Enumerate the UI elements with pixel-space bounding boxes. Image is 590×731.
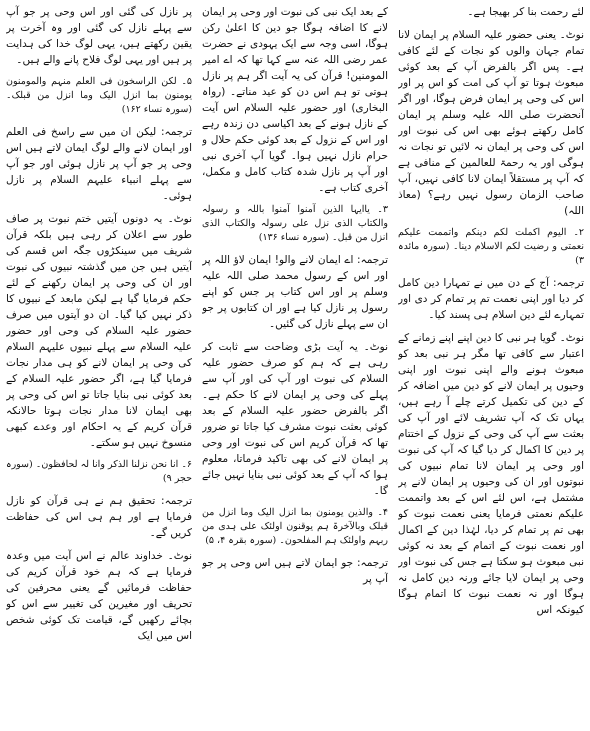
- paragraph: نوٹ۔ خداوند عالم نے اس آیت میں وعدہ فرمایا ہے کہ ہم خود قرآن کریم کی حفاظت فرمائیں گے یعنی محرفین کی تحریف اور مغیرین کی تغییر سے اس کو بچائے رکھیں گے، قیامت تک کوئی شخص اس میں ایک: [6, 550, 192, 642]
- paragraph: لئے رحمت بنا کر بھیجا ہے۔: [467, 6, 584, 18]
- paragraph: ترجمہ: آج کے دن میں نے تمہارا دین کامل کر دیا اور اپنی نعمت تم پر تمام کر دی اور تمہارے لئے دین اسلام ہی پسند کیا۔: [398, 277, 584, 321]
- paragraph: ترجمہ: اے ایمان لانے والو! ایمان لاؤ اللہ پر اور اس کے رسول محمد صلی اللہ علیہ وسلم پر اور اس کتاب پر جس کو اپنے رسول پر نازل کیا ہے اور ان کتابوں پر جو ان سے پہلے نازل کی گئیں۔: [202, 254, 388, 330]
- arabic-verse: ۴۔ والذین یومنون بما انزل الیک وما انزل من قبلک وبالآخرۃ ہم یوقنون اولئک علی ہدی من ربہم واولئک ہم المفلحون۔ (سورہ بقرہ ۴، ۵): [202, 507, 388, 546]
- paragraph: نوٹ۔ یعنی حضور علیہ السلام پر ایمان لانا تمام جہان والوں کو نجات کے لئے کافی ہے۔ پس اگر بالفرض آپ کے بعد کوئی مبعوث ہوتا تو آپ کی امت کو اس پر اور اس کی وحی پر ایمان فرض ہوگا، اور اگر آنحضرت صلی اللہ علیہ وسلم پر ایمان کامل رکھتے ہوئے بھی اس کی نبوت اور اس کی وحی پر ایمان نہ لائیں تو نجات نہ ہوگی اور یہ رحمۃ للعالمین کے منافی ہے کہ آپ پر مستقلاً ایمان لانا کافی نہیں، آپ صاحب الزمان رسول نہیں رہے؟ (معاذ اللہ): [398, 29, 584, 217]
- text-column-right: [398, 4, 584, 731]
- text-column-middle: [202, 4, 388, 731]
- arabic-verse: ۳۔ یاایہا الذین آمنوا آمنوا باللہ و رسولہ والکتاب الذی نزل علی رسولہ والکتاب الذی انزل من قبل۔ (سورہ نساء ۱۳۶): [202, 204, 388, 243]
- paragraph: نوٹ۔ یہ دونوں آیتیں ختم نبوت پر صاف طور سے اعلان کر رہی ہیں بلکہ قرآن شریف میں سینکڑوں جگہ اس قسم کی آیتیں ہیں جن میں گذشتہ نبیوں کی نبوت اور ان کی وحی پر ایمان رکھنے کے لئے حکم فرمایا گیا ہے لیکن مابعد کے نبیوں کا ذکر نہیں کیا گیا۔ ان دو آیتوں میں صرف حضور علیہ السلام کی وحی اور حضور علیہ السلام سے پہلے نبیوں علیہم السلام کی وحی پر ایمان لانے کو ہی مدار نجات فرمایا گیا ہے، اگر حضور علیہ السلام کے بعد کوئی نبی بنایا جاتا تو اس کی وحی پر بھی ایمان لانا مدار نجات ہوتا حالانکہ قرآن کریم کے یہ احکام اور وعدے کبھی منسوخ نہیں ہو سکتے۔: [6, 213, 192, 449]
- paragraph: نوٹ۔ یہ آیت بڑی وضاحت سے ثابت کر رہی ہے کہ ہم کو صرف حضور علیہ السلام کی نبوت اور آپ کی اور آپ سے پہلے کی وحی پر ایمان لانے کا حکم ہے۔ اگر بالفرض حضور علیہ السلام کے بعد کوئی بعثت نبوت مشرف کیا جاتا تو ضرور تھا کہ قرآن کریم اس کی نبوت اور وحی پر ایمان لانے کی بھی تاکید فرماتا، معلوم ہوا کہ آپ کے بعد کوئی نبی بنایا نہیں جائے گا۔: [202, 341, 388, 497]
- paragraph: نوٹ۔ گویا ہر نبی کا دین اپنے اپنے زمانے کے اعتبار سے کافی تھا مگر ہر نبی بعد کو مبعوث ہونے والے اپنی نبوت اور اپنی وحیوں پر ایمان لانے کو دین میں اضافہ کر کے دین کی تکمیل کرتے چلے آ رہے ہیں، یہاں تک کہ آپ تشریف لائے اور آپ کی بعثت سے آپ کی وحی کے نزول کے اختتام پر دین کا اکمال کر دیا گیا کہ آپ کی نبوت اور وحی پر ایمان لانا تمام نبیوں کی نبوتوں اور ان کی وحیوں پر ایمان لانے پر مشتمل ہے، اس لئے اس کے بعد واتممت علیکم نعمتی فرمایا یعنی نعمت نبوت کو بھی تم پر تمام کر دیا، لہٰذا دین کے اکمال اور نعمت نبوت کے اتمام کے بعد نہ کوئی نبی مبعوث ہو سکتا ہے جس کی نبوت اور وحی پر ایمان لایا جائے ورنہ دین کامل نہ ہوگا اور نہ نعمت نبوت کا اتمام ہوگا کیونکہ اس: [398, 332, 584, 616]
- arabic-verse: ۲۔ الیوم اکملت لکم دینکم واتممت علیکم نعمتی و رضیت لکم الاسلام دینا۔ (سورہ مائدہ ۳): [398, 227, 584, 266]
- text-column-left: [6, 4, 192, 731]
- paragraph: ترجمہ: تحقیق ہم نے ہی قرآن کو نازل فرمایا ہے اور ہم ہی اس کی حفاظت کریں گے۔: [6, 495, 192, 539]
- arabic-verse: ۶۔ انا نحن نزلنا الذکر وانا لہ لحافظون۔ (سورہ حجر ۹): [6, 459, 192, 484]
- arabic-verse: ۵۔ لکن الراسخون فی العلم منہم والمومنون یومنون بما انزل الیک وما انزل من قبلک۔ (سورہ نساء ۱۶۲): [6, 76, 192, 115]
- paragraph: ترجمہ: جو ایمان لاتے ہیں اس وحی پر جو آپ پر: [202, 557, 388, 585]
- paragraph: ترجمہ: لیکن ان میں سے راسخ فی العلم اور ایمان لانے والے لوگ ایمان لاتے ہیں اس وحی پر جو آپ پر نازل ہوئی اور جو آپ سے پہلے انبیاء علیہم السلام پر نازل ہوئی۔: [6, 126, 192, 202]
- paragraph: پر نازل کی گئی اور اس وحی پر جو آپ سے پہلے نازل کی گئی اور وہ آخرت پر یقین رکھتے ہیں، یہی لوگ خدا کی ہدایت پر ہیں اور یہی لوگ فلاح پانے والے ہیں۔: [6, 6, 192, 66]
- paragraph: کے بعد ایک نبی کی نبوت اور وحی پر ایمان لانے کا اضافہ ہوگا جو دین کا اعلیٰ رکن ہوگا، اسی وجہ سے ایک یہودی نے حضرت عمر رضی اللہ عنہ سے کہا تھا کہ اے امیر المومنین! قرآن کی یہ آیت اگر ہم پر نازل ہوتی تو ہم اس دن کو عید مناتے۔ (رواہ البخاری) اور حضور علیہ السلام اس آیت کے نازل ہونے کے بعد اکیاسی دن زندہ رہے اور اس کے نزول کے بعد کوئی حکم حلال و حرام نازل نہیں ہوا۔ گویا آپ آخری نبی اور آپ پر نازل شدہ کتاب کامل و مکمل، آخری کتاب ہے۔: [202, 6, 388, 194]
